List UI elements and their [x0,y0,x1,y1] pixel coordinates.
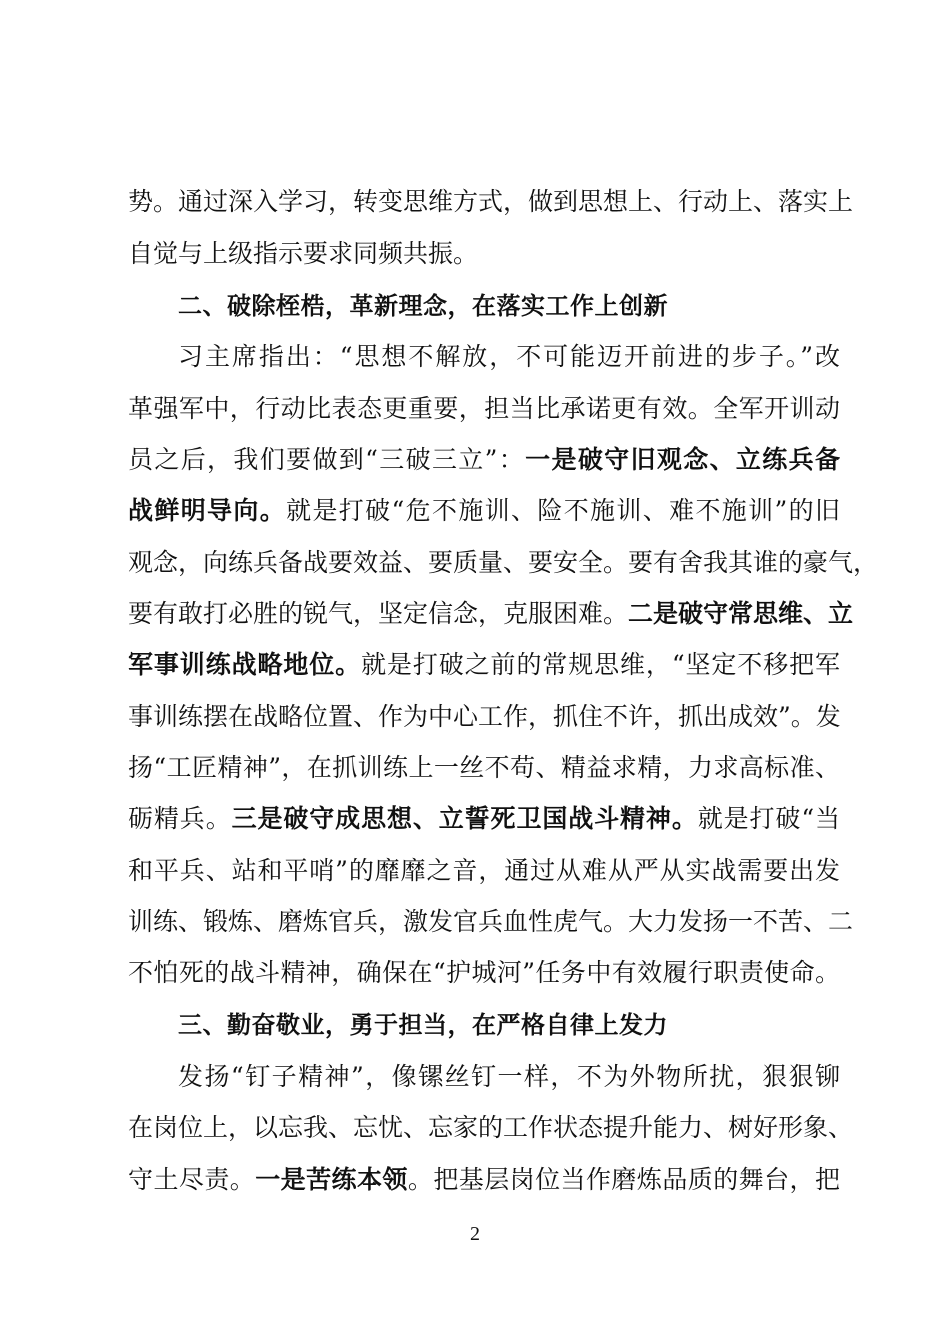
text-run: 就是打破“当 [697,804,840,833]
body-line [128,443,840,477]
bold-text-run: 一是苦练本领 [255,1165,408,1194]
body-line [128,597,854,631]
text-run: 自觉与上级指示要求同频共振。 [128,239,479,268]
body-line [128,1111,854,1145]
bold-text-run: 一是破守旧观念、立练兵备 [525,445,840,474]
body-line [128,751,840,785]
body-line [128,802,840,836]
text-run: 观念，向练兵备战要效益、要质量、要安全。要有舍我其谁的豪气， [128,548,879,577]
text-run: 发扬“钉子精神”，像镙丝钉一样，不为外物所扰，狠狠铆 [178,1062,840,1091]
body-line [178,340,840,374]
page-number: 2 [470,1223,480,1245]
text-run: 训练、锻炼、磨炼官兵，激发官兵血性虎气。大力发扬一不苦、二 [128,907,854,936]
bold-text-run: 三是破守成思想、立誓死卫国战斗精神。 [231,804,698,833]
section-heading [178,1008,840,1042]
text-run: 在岗位上，以忘我、忘忧、忘家的工作状态提升能力、树好形象、 [128,1113,854,1142]
text-run: 扬“工匠精神”，在抓训练上一丝不苟、精益求精，力求高标准、 [128,753,840,782]
text-run: 习主席指出：“思想不解放，不可能迈开前进的步子。”改 [178,342,840,371]
text-run: 员之后，我们要做到“三破三立”： [128,445,526,474]
section-heading [178,289,840,323]
text-run: 事训练摆在战略位置、作为中心工作，抓住不许，抓出成效”。发 [128,702,841,731]
body-line [128,546,879,580]
heading-text: 二、破除桎梏，革新理念，在落实工作上创新 [178,292,668,320]
text-run: 和平兵、站和平哨”的靡靡之音，通过从难从严从实战需要出发 [128,856,840,885]
body-line [128,700,840,734]
body-line [128,956,840,990]
body-line [128,854,840,888]
body-line [128,494,840,528]
body-line [128,185,854,219]
body-line [128,392,840,426]
text-run: 。把基层岗位当作磨炼品质的舞台，把 [407,1165,840,1194]
text-run: 就是打破“危不施训、险不施训、难不施训”的旧 [286,496,840,525]
heading-text: 三、勤奋敬业，勇于担当，在严格自律上发力 [178,1011,668,1039]
text-run: 守土尽责。 [128,1165,256,1194]
text-run: 要有敢打必胜的锐气，坚定信念，克服困难。 [128,599,629,628]
body-line [128,905,854,939]
text-run: 不怕死的战斗精神，确保在“护城河”任务中有效履行职责使命。 [128,958,840,987]
body-line [178,1060,840,1094]
body-line [128,237,840,271]
text-run: 革强军中，行动比表态更重要，担当比承诺更有效。全军开训动 [128,394,840,423]
bold-text-run: 战鲜明导向。 [128,496,287,525]
bold-text-run: 二是破守常思维、立 [628,599,854,628]
text-run: 势。通过深入学习，转变思维方式，做到思想上、行动上、落实上 [128,187,854,216]
text-run: 砺精兵。 [128,804,232,833]
body-line [128,1163,840,1197]
body-line [128,648,840,682]
text-run: 就是打破之前的常规思维，“坚定不移把军 [361,650,840,679]
bold-text-run: 军事训练战略地位。 [128,650,362,679]
